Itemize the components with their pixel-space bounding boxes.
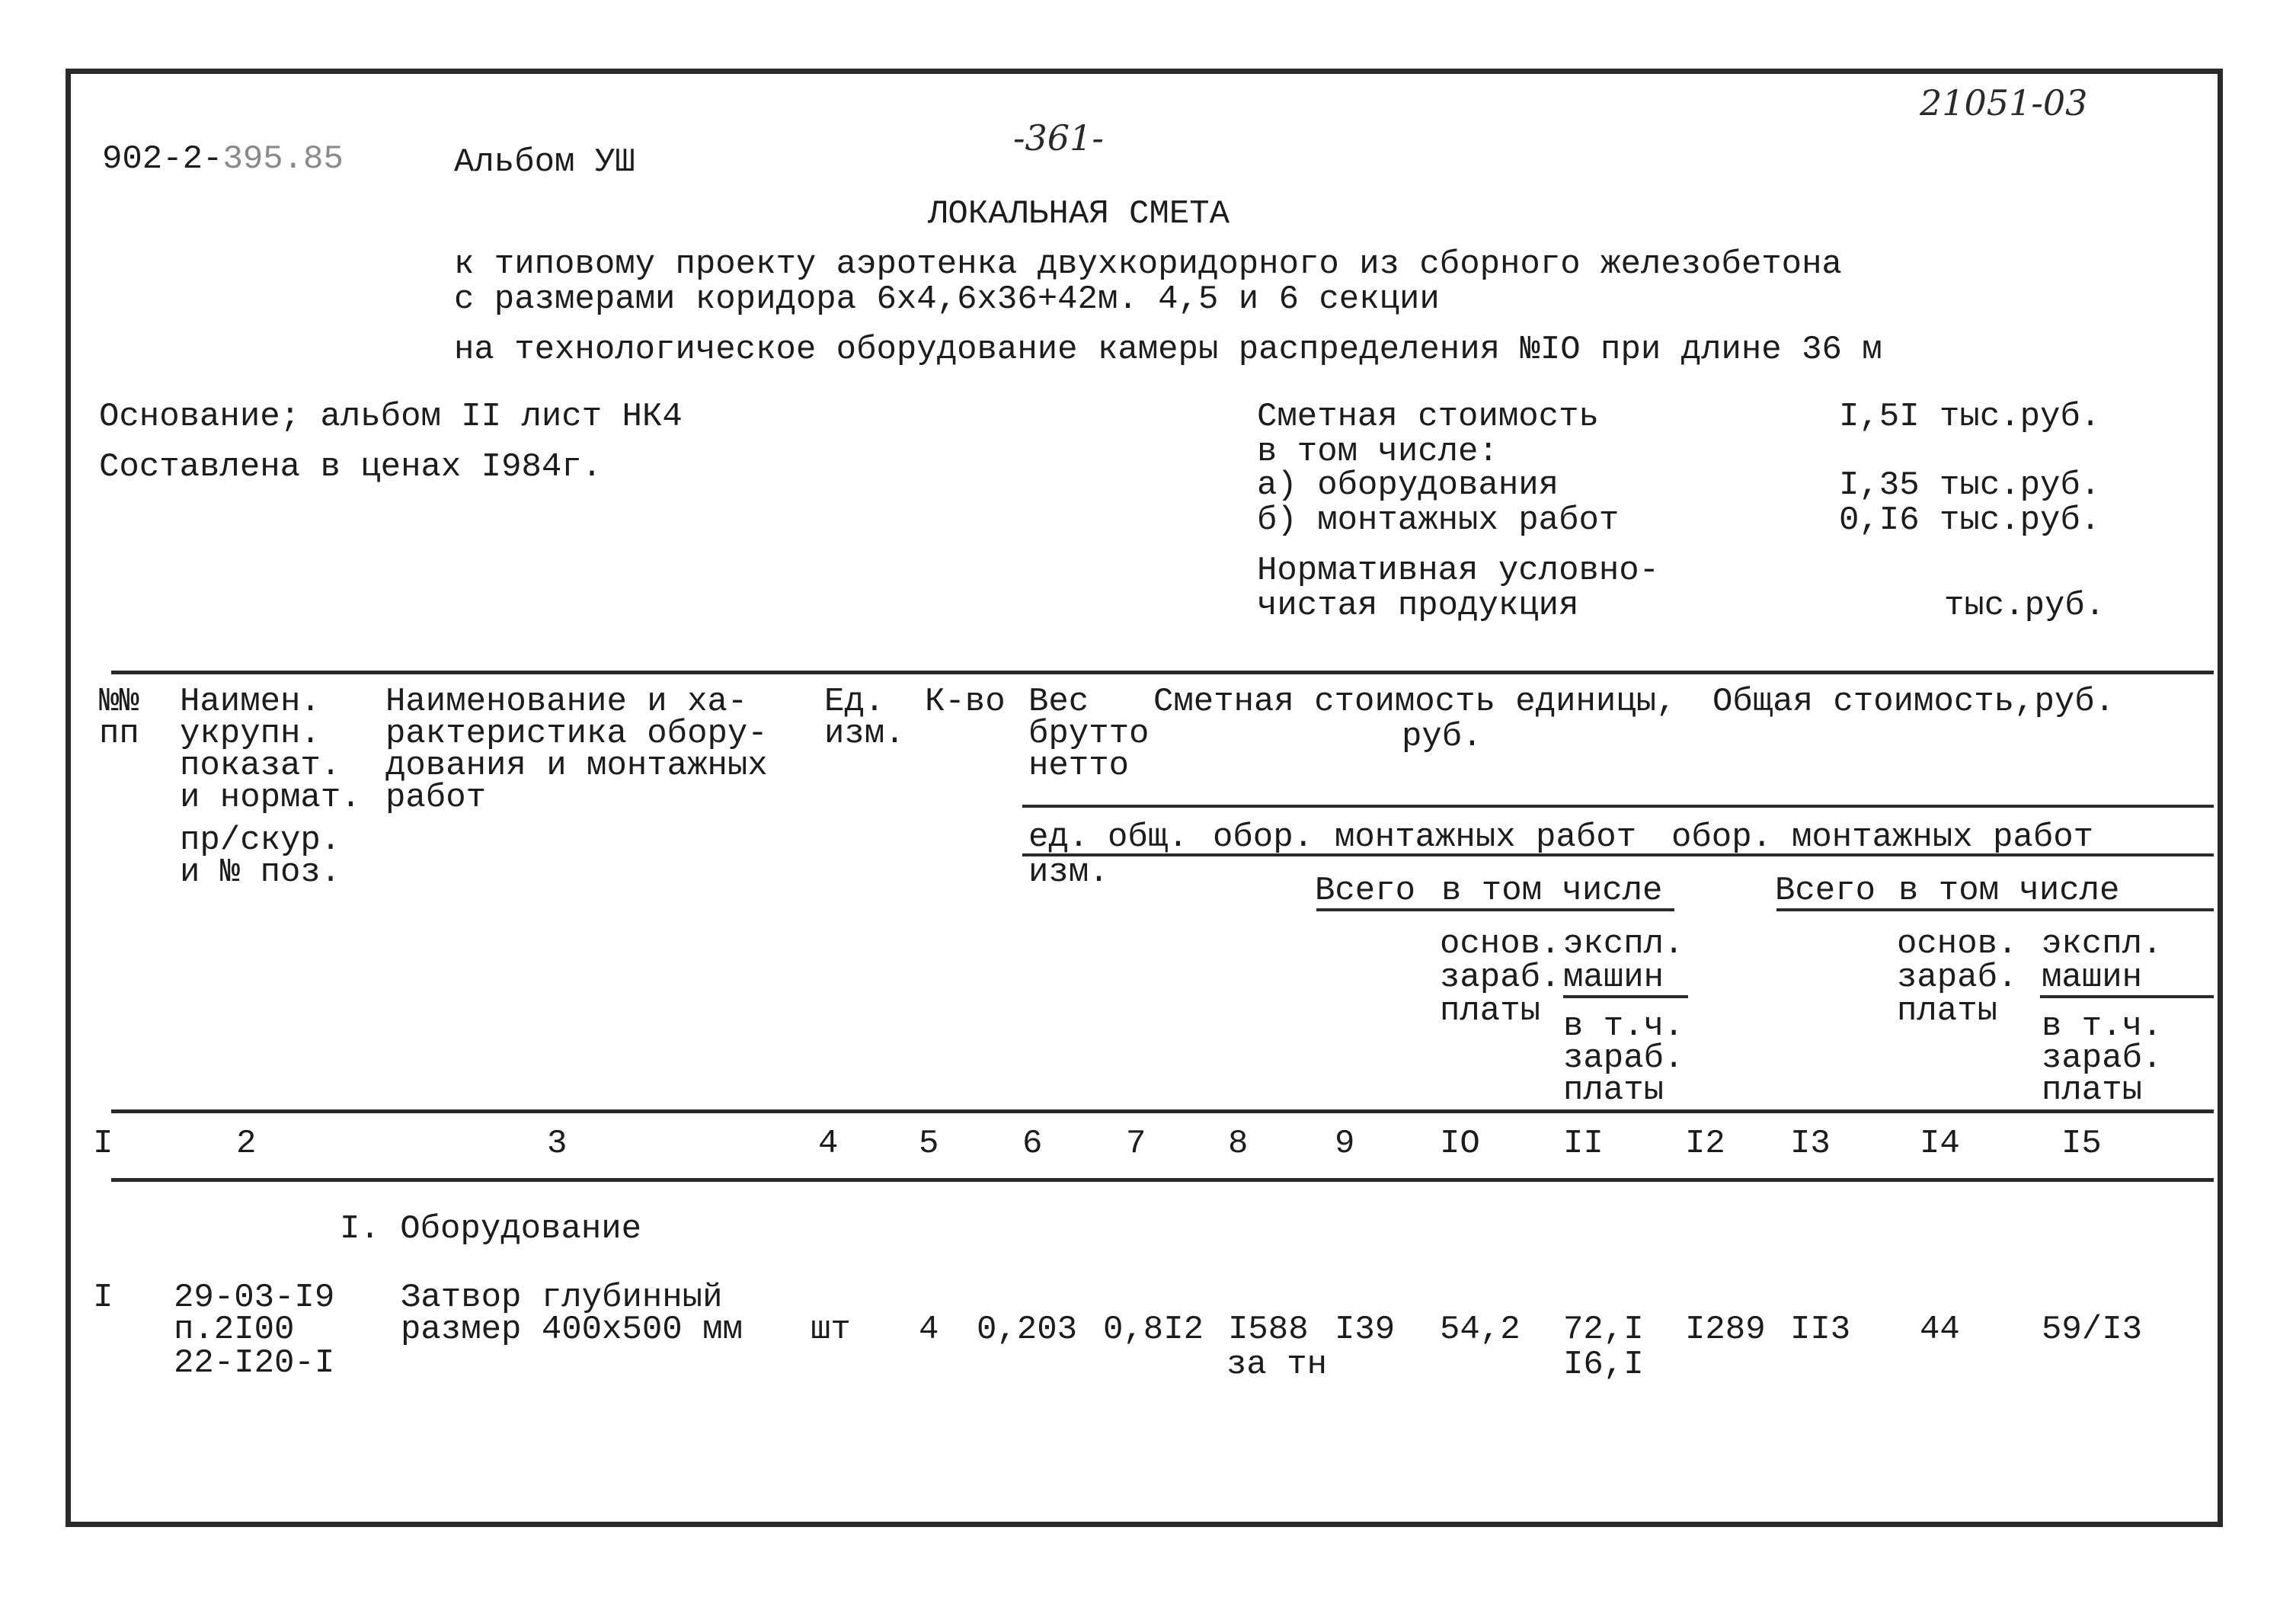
header-unit-cost-rub: руб. [1402, 718, 1482, 756]
row-total-wages: 44 [1920, 1311, 1960, 1349]
row-weight-unit: 0,203 [977, 1311, 1078, 1349]
row-total-machines: 59/I3 [2042, 1311, 2143, 1349]
doc-code: 902-2-395.85 [102, 140, 344, 178]
col-number: IO [1440, 1125, 1480, 1163]
row-unit-install-total: I39 [1335, 1311, 1396, 1349]
col-number: I4 [1920, 1125, 1960, 1163]
col-number: 9 [1335, 1125, 1355, 1163]
row-name-2: размер 400х500 мм [401, 1311, 743, 1349]
row-qty: 4 [919, 1311, 939, 1349]
row-code-3: 22-I20-I [174, 1344, 335, 1382]
page-number: -361- [1013, 117, 1104, 158]
section-title: I. Оборудование [340, 1210, 642, 1248]
table-top-rule [111, 671, 2214, 674]
col-number: I2 [1685, 1125, 1725, 1163]
row-unit-equipment-note: за тн [1226, 1346, 1328, 1384]
header-obor-total: обор. [1671, 818, 1773, 856]
stamp-number: 21051-03 [1920, 82, 2088, 123]
header-montazh-total: монтажных работ [1792, 818, 2094, 856]
header-col5: К-во [925, 683, 1006, 721]
equipment-cost-label: а) оборудования [1257, 466, 1559, 504]
header-montazh-unit: монтажных работ [1335, 818, 1637, 856]
header-obor-unit: обор. [1213, 818, 1314, 856]
row-unit: шт [811, 1311, 851, 1349]
col-number: 6 [1022, 1125, 1043, 1163]
row-total-install: II3 [1790, 1311, 1851, 1349]
header-obsh: общ. [1108, 818, 1188, 856]
header-bottom-rule [111, 1109, 2214, 1113]
normative-label-2: чистая продукция [1257, 587, 1579, 625]
col-number: I3 [1790, 1125, 1831, 1163]
including-label: в том числе: [1257, 433, 1498, 471]
row-unit-machines-wages: I6,I [1563, 1346, 1644, 1384]
normative-label-1: Нормативная условно- [1257, 552, 1660, 590]
col-number: 3 [547, 1125, 568, 1163]
row-weight-total: 0,8I2 [1103, 1311, 1204, 1349]
total-cost-value: I,5I тыс.руб. [1839, 398, 2101, 436]
col-number: 7 [1126, 1125, 1146, 1163]
subtitle-line-1: к типовому проекту аэротенка двухкоридорного из сборного железобетона [454, 245, 1842, 283]
installation-cost-value: 0,I6 тыс.руб. [1839, 501, 2101, 539]
col-number: 2 [236, 1125, 257, 1163]
album-label: Альбом УШ [454, 143, 635, 181]
col-number: I [93, 1125, 114, 1163]
header-unit-cost: Сметная стоимость единицы, [1153, 683, 1677, 721]
installation-cost-label: б) монтажных работ [1257, 501, 1620, 539]
header-total-cost: Общая стоимость,руб. [1712, 683, 2115, 721]
row-code-2: п.2I00 [174, 1311, 295, 1349]
equipment-cost-value: I,35 тыс.руб. [1839, 466, 2101, 504]
document-title: ЛОКАЛЬНАЯ СМЕТА [928, 195, 1230, 233]
col-number: 8 [1228, 1125, 1249, 1163]
header-vtom-unit: в том числе [1441, 872, 1663, 910]
col-number: 5 [919, 1125, 939, 1163]
header-ed-izm-2: изм. [1028, 853, 1109, 892]
subtitle-line-2: с размерами коридора 6х4,6х36+42м. 4,5 и 6 секции [454, 280, 1440, 319]
col-number: 4 [818, 1125, 839, 1163]
basis: Основание; альбом II лист НК4 [99, 398, 683, 436]
row-code-1: 29-03-I9 [174, 1279, 335, 1317]
prices-year: Составлена в ценах I984г. [99, 448, 603, 486]
header-ed-izm-1: ед. [1028, 818, 1089, 856]
subtitle-line-3: на технологическое оборудование камеры распределения №IO при длине 36 м [454, 331, 1882, 369]
row-number: I [93, 1279, 114, 1317]
header-rule-1 [1022, 805, 2214, 808]
col-number: I5 [2061, 1125, 2102, 1163]
row-unit-machines: 72,I [1563, 1311, 1644, 1349]
row-name-1: Затвор глубинный [401, 1279, 723, 1317]
header-vsego-unit: Всего [1315, 872, 1416, 910]
header-vsego-total: Всего [1775, 872, 1876, 910]
col-number: II [1563, 1125, 1604, 1163]
row-unit-wages: 54,2 [1440, 1311, 1521, 1349]
col-numbers-rule [111, 1178, 2214, 1182]
row-total-equipment: I289 [1685, 1311, 1766, 1349]
total-cost-label: Сметная стоимость [1257, 398, 1599, 436]
row-unit-equipment: I588 [1228, 1311, 1309, 1349]
normative-value: тыс.руб. [1944, 587, 2106, 625]
header-vtom-total: в том числе [1898, 872, 2120, 910]
